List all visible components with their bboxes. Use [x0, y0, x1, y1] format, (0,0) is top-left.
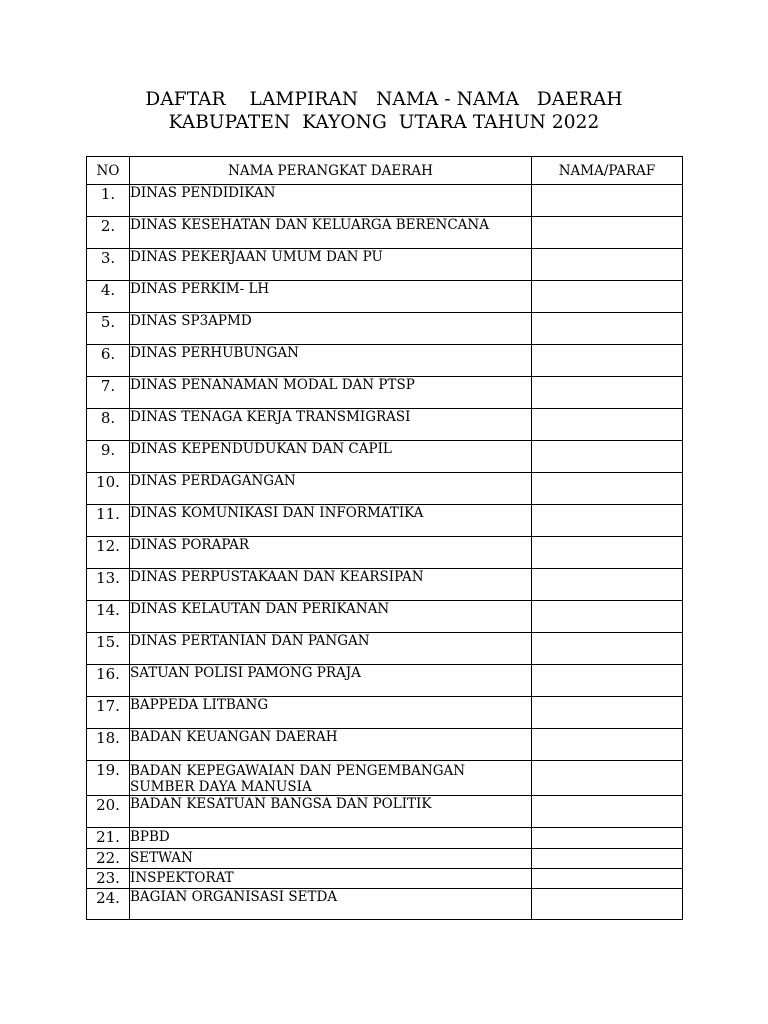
signature-cell: [532, 633, 683, 665]
row-number: 3.: [87, 249, 130, 281]
signature-cell: [532, 345, 683, 377]
row-number: 2.: [87, 217, 130, 249]
table-row: [87, 729, 683, 761]
column-header-agency-name: NAMA PERANGKAT DAERAH: [130, 157, 532, 185]
signature-cell: [532, 729, 683, 761]
row-number: 14.: [87, 601, 130, 633]
signature-cell: [532, 828, 683, 849]
table-row: [87, 537, 683, 569]
table-row: [87, 473, 683, 505]
row-number: 21.: [87, 828, 130, 849]
agency-name: BADAN KEPEGAWAIAN DAN PENGEMBANGAN SUMBER DAYA MANUSIA: [130, 761, 532, 796]
signature-cell: [532, 601, 683, 633]
signature-cell: [532, 505, 683, 537]
row-number: 11.: [87, 505, 130, 537]
row-number: 22.: [87, 849, 130, 869]
column-header-signature: NAMA/PARAF: [532, 157, 683, 185]
agency-name: DINAS KOMUNIKASI DAN INFORMATIKA: [130, 505, 532, 537]
row-number: 4.: [87, 281, 130, 313]
document-title-line-1: DAFTAR LAMPIRAN NAMA - NAMA DAERAH: [145, 89, 623, 110]
agency-name: SATUAN POLISI PAMONG PRAJA: [130, 665, 532, 697]
agency-name: BAGIAN ORGANISASI SETDA: [130, 889, 532, 920]
agency-name: BPBD: [130, 828, 532, 849]
row-number: 5.: [87, 313, 130, 345]
row-number: 9.: [87, 441, 130, 473]
table-row: [87, 665, 683, 697]
signature-cell: [532, 313, 683, 345]
agency-name: DINAS KESEHATAN DAN KELUARGA BERENCANA: [130, 217, 532, 249]
agency-name: DINAS PENDIDIKAN: [130, 185, 532, 217]
document-title-line-2: KABUPATEN KAYONG UTARA TAHUN 2022: [168, 112, 600, 133]
agency-name: BADAN KEUANGAN DAERAH: [130, 729, 532, 761]
agency-name: DINAS TENAGA KERJA TRANSMIGRASI: [130, 409, 532, 441]
agency-name: DINAS PORAPAR: [130, 537, 532, 569]
table-row: [87, 869, 683, 889]
table-row: [87, 849, 683, 869]
table-row: [87, 601, 683, 633]
table-row: [87, 697, 683, 729]
table-row: [87, 441, 683, 473]
signature-cell: [532, 697, 683, 729]
table-row: [87, 313, 683, 345]
table-row: [87, 505, 683, 537]
agency-name: DINAS PENANAMAN MODAL DAN PTSP: [130, 377, 532, 409]
row-number: 23.: [87, 869, 130, 889]
table-row: [87, 828, 683, 849]
row-number: 7.: [87, 377, 130, 409]
agency-name: DINAS PERHUBUNGAN: [130, 345, 532, 377]
table-row: [87, 345, 683, 377]
agency-name: DINAS PEKERJAAN UMUM DAN PU: [130, 249, 532, 281]
row-number: 19.: [87, 761, 130, 796]
row-number: 10.: [87, 473, 130, 505]
table-row: [87, 889, 683, 920]
signature-cell: [532, 441, 683, 473]
signature-cell: [532, 409, 683, 441]
agency-name: DINAS SP3APMD: [130, 313, 532, 345]
signature-cell: [532, 569, 683, 601]
row-number: 1.: [87, 185, 130, 217]
row-number: 8.: [87, 409, 130, 441]
row-number: 18.: [87, 729, 130, 761]
table-row: [87, 633, 683, 665]
agency-name: DINAS PERDAGANGAN: [130, 473, 532, 505]
row-number: 13.: [87, 569, 130, 601]
row-number: 6.: [87, 345, 130, 377]
agency-name: DINAS KELAUTAN DAN PERIKANAN: [130, 601, 532, 633]
signature-cell: [532, 377, 683, 409]
table-row: [87, 281, 683, 313]
regional-agency-table: [86, 156, 683, 920]
agency-name: BAPPEDA LITBANG: [130, 697, 532, 729]
agency-name: DINAS KEPENDUDUKAN DAN CAPIL: [130, 441, 532, 473]
row-number: 16.: [87, 665, 130, 697]
agency-name: DINAS PERTANIAN DAN PANGAN: [130, 633, 532, 665]
signature-cell: [532, 217, 683, 249]
signature-cell: [532, 761, 683, 796]
signature-cell: [532, 796, 683, 828]
table-row: [87, 761, 683, 796]
signature-cell: [532, 249, 683, 281]
row-number: 12.: [87, 537, 130, 569]
agency-name: DINAS PERPUSTAKAAN DAN KEARSIPAN: [130, 569, 532, 601]
agency-name: SETWAN: [130, 849, 532, 869]
signature-cell: [532, 869, 683, 889]
signature-cell: [532, 281, 683, 313]
signature-cell: [532, 665, 683, 697]
agency-name: BADAN KESATUAN BANGSA DAN POLITIK: [130, 796, 532, 828]
signature-cell: [532, 473, 683, 505]
row-number: 24.: [87, 889, 130, 920]
row-number: 17.: [87, 697, 130, 729]
signature-cell: [532, 185, 683, 217]
signature-cell: [532, 889, 683, 920]
table-row: [87, 409, 683, 441]
table-row: [87, 217, 683, 249]
table-row: [87, 185, 683, 217]
agency-name: DINAS PERKIM- LH: [130, 281, 532, 313]
table-header-row: [87, 157, 683, 185]
signature-cell: [532, 849, 683, 869]
signature-cell: [532, 537, 683, 569]
column-header-no: NO: [87, 157, 130, 185]
table-row: [87, 569, 683, 601]
table-row: [87, 377, 683, 409]
agency-name: INSPEKTORAT: [130, 869, 532, 889]
table-row: [87, 796, 683, 828]
row-number: 20.: [87, 796, 130, 828]
row-number: 15.: [87, 633, 130, 665]
table-row: [87, 249, 683, 281]
